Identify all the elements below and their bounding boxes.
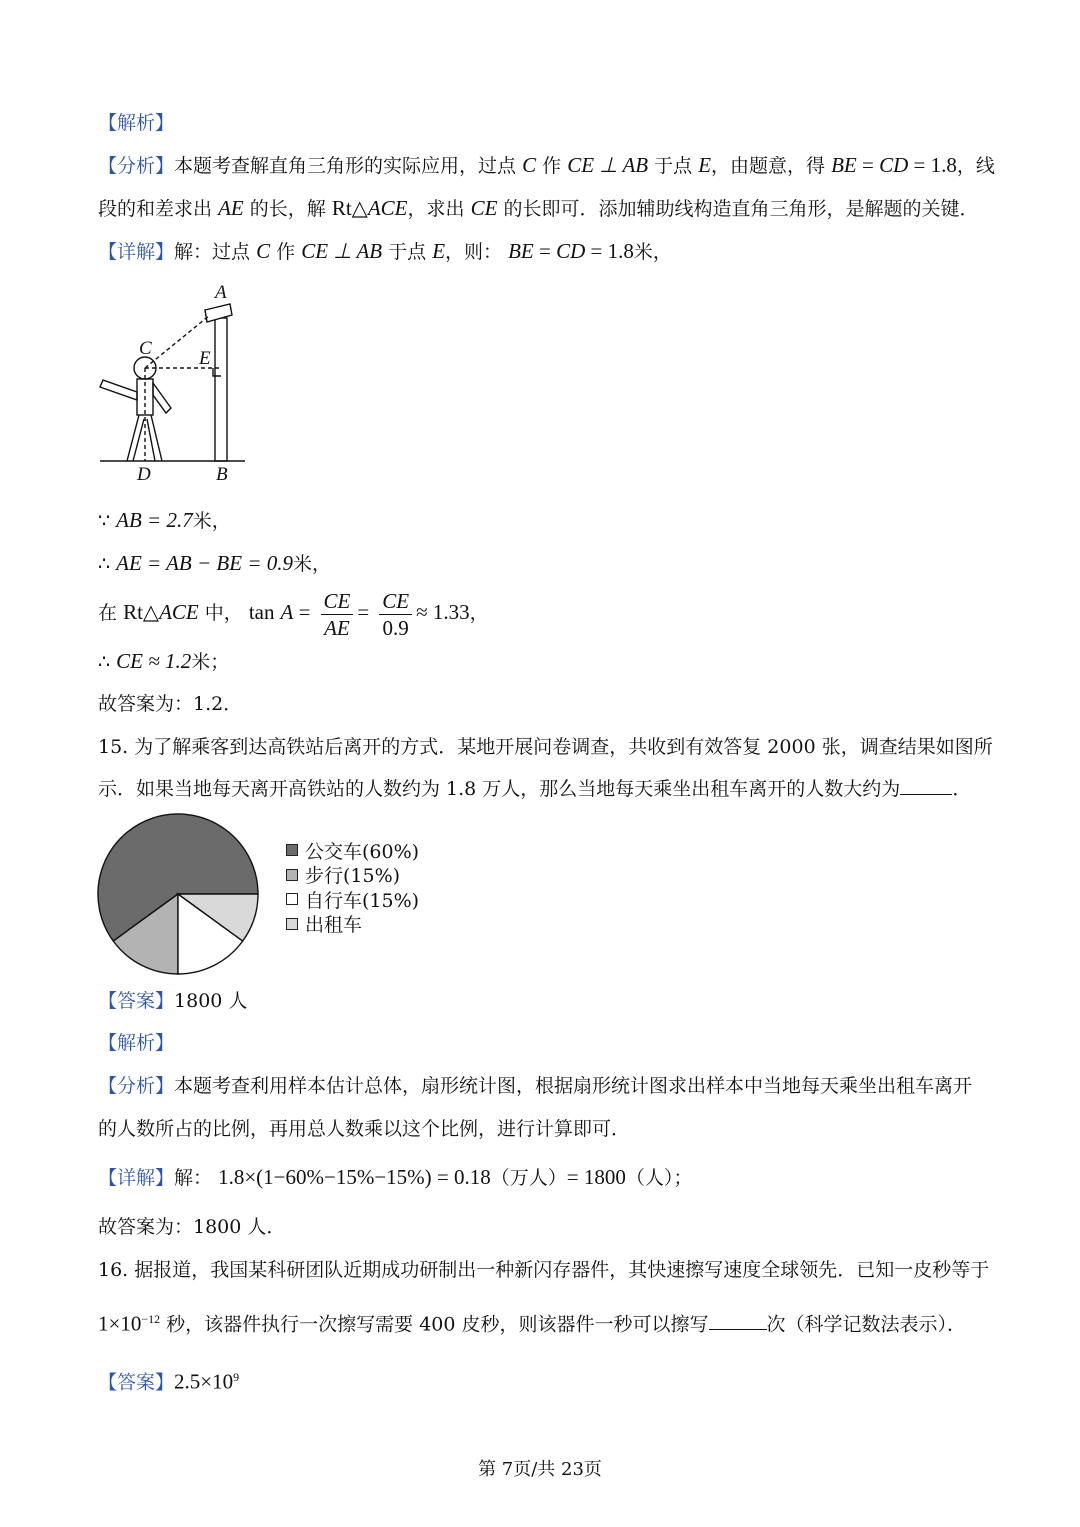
q15-fenxi-line1 (98, 1073, 972, 1099)
q15-question-text: ． (952, 778, 972, 800)
right-angle-mark (213, 368, 221, 376)
q14-fenxi-text: 本题考查解直角三角形的实际应用，过点 (174, 155, 517, 177)
page-footer: 第 7页/共 23页 (478, 1459, 602, 1480)
person-leg (133, 419, 144, 461)
q14-step4 (98, 648, 229, 675)
q14-fenxi-text: 作 (542, 155, 562, 177)
fenxi-tag: 【分析】 (98, 1075, 175, 1097)
pole (215, 318, 227, 461)
person-leg (127, 415, 139, 461)
analysis-tag: 【解析】 (98, 112, 175, 134)
q15-fenxi-text: 本题考查利用样本估计总体，扇形统计图，根据扇形统计图求出样本中当地每天乘坐出租车离开 (174, 1075, 973, 1097)
detail-tag: 【详解】 (98, 1167, 175, 1189)
q14-ce-value: CE ≈ 1.2 (116, 649, 192, 673)
q16-answer-exponent: 9 (233, 1370, 240, 1384)
q15-detail-text: 解： (174, 1167, 213, 1189)
q16-question-text: 次（科学记数法表示）． (766, 1313, 967, 1336)
q16-answer (98, 1364, 239, 1395)
q14-final: 故答案为：1.2． (98, 693, 243, 715)
q15-question-line2 (98, 776, 971, 802)
q15-formula: 1.8×(1−60%−15%−15%) = 0.18 (218, 1165, 491, 1189)
label-e: E (199, 348, 211, 369)
q14-ae-value: AE = AB − BE = 0.9 (116, 551, 293, 575)
fraction-ce-09 (379, 588, 412, 641)
q14-fenxi-text: 于点 (654, 155, 693, 177)
label-d: D (137, 464, 151, 485)
sign-board (205, 304, 232, 322)
answer-tag: 【答案】 (98, 1371, 175, 1394)
q14-fenxi-text: ，线 (956, 155, 995, 177)
q14-approx: ≈ 1.33 (416, 600, 470, 624)
legend-swatch (286, 918, 298, 930)
fenxi-tag: 【分析】 (98, 155, 175, 177)
q15-detail-text: （人）； (625, 1167, 693, 1189)
q14-fenxi-text: 的长即可．添加辅助线构造直角三角形，是解题的关键． (503, 198, 979, 220)
legend-swatch (286, 869, 298, 881)
fraction-denominator: AE (324, 615, 350, 640)
therefore-symbol: ∴ (98, 651, 111, 673)
q15-question-line1: 15. 为了解乘客到达高铁站后离开的方式．某地开展问卷调查，共收到有效答复 2000 张，调查结果如图所 (98, 736, 993, 758)
q16-question-line1: 16. 据报道，我国某科研团队近期成功研制出一种新闪存器件，其快速擦写速度全球领先．已知一皮秒等于 (98, 1259, 990, 1281)
q16-question-text: 秒，该器件执行一次擦写需要 400 皮秒，则该器件一秒可以擦写 (160, 1313, 709, 1336)
rt-symbol: Rt△ (123, 600, 160, 624)
q15-question-text: 示．如果当地每天离开高铁站的人数约为 1.8 万人，那么当地每天乘坐出租车离开的人数大约为 (98, 778, 901, 800)
label-a: A (215, 282, 227, 303)
legend-label: 出租车 (305, 914, 363, 937)
answer-blank (709, 1311, 767, 1330)
q14-unit: 米； (191, 651, 230, 673)
q14-unit: 米， (192, 510, 231, 532)
detail-tag: 【详解】 (98, 241, 175, 263)
q14-step1 (98, 507, 231, 534)
q15-answer (98, 988, 247, 1014)
q14-detail-text: ，则： (445, 241, 503, 263)
fraction-numerator: CE (321, 588, 354, 615)
tan-text: tan (248, 600, 275, 624)
q15-fenxi-line2: 的人数所占的比例，再用总人数乘以这个比例，进行计算即可． (98, 1118, 631, 1140)
legend-swatch (286, 844, 298, 856)
person-left-arm (100, 380, 137, 400)
q14-detail-line: 【详解】解：过点 C 作 CE ⊥ AB 于点 E，则： BE = CD = 1.8米， (98, 239, 672, 263)
legend-item-bike (286, 887, 419, 912)
q15-answer-value: 1800 人 (174, 990, 248, 1012)
answer-tag: 【答案】 (98, 990, 175, 1012)
answer-blank (900, 776, 952, 795)
q14-detail-text: 作 (276, 241, 296, 263)
q15-formula: = 1800 (566, 1165, 626, 1189)
person-right-arm (153, 383, 171, 413)
q14-fenxi-text: 段的和差求出 (98, 198, 213, 220)
q14-fenxi-line2: 段的和差求出 AE 的长，解 Rt△ACE，求出 CE 的长即可．添加辅助线构造直角三角形，是解题的关键． (98, 196, 979, 220)
q14-text: 在 (98, 602, 118, 624)
q15-final: 故答案为：1800 人． (98, 1216, 286, 1238)
q14-detail-text: 解：过点 (174, 241, 251, 263)
since-symbol: ∵ (98, 510, 111, 532)
legend-item-bus (286, 838, 419, 863)
legend-label: 公交车(60%) (305, 840, 420, 863)
q14-fenxi-line1: 【分析】本题考查解直角三角形的实际应用，过点 C 作 CE ⊥ AB 于点 E，由题意，得 BE = CD = 1.8，线 (98, 153, 995, 177)
q14-figure (95, 280, 265, 485)
q14-step3: 在 Rt△ACE 中， tan A = $\frac{CE}{AE}$ = $\frac{CE}{0.9}$ ≈ 1.33， (98, 588, 489, 640)
fraction-denominator: 0.9 (382, 615, 409, 640)
q16-number: 1×10 (98, 1311, 142, 1336)
q16-exponent: −12 (141, 1312, 161, 1326)
q14-ab-value: AB = 2.7 (116, 508, 193, 532)
legend-label: 自行车(15%) (305, 889, 420, 912)
q14-detail-text: 米， (633, 241, 672, 263)
pie-legend (286, 838, 419, 936)
q16-answer-value: 2.5×10 (174, 1369, 234, 1394)
q14-fenxi-text: ，求出 (407, 198, 465, 220)
q15-detail-text: （万人） (490, 1167, 567, 1189)
q15-detail (98, 1164, 692, 1191)
fraction-ce-ae (321, 588, 354, 641)
legend-label: 步行(15%) (305, 865, 401, 888)
legend-item-taxi (286, 912, 419, 937)
q14-unit: 米， (293, 553, 332, 575)
analysis-tag: 【解析】 (98, 1032, 175, 1054)
label-b: B (216, 464, 228, 485)
q16-question-line2 (98, 1306, 966, 1337)
label-c: C (139, 338, 152, 359)
therefore-symbol: ∴ (98, 553, 111, 575)
q14-step2 (98, 550, 331, 577)
legend-item-walk (286, 863, 419, 888)
q14-detail-text: 于点 (388, 241, 427, 263)
q14-text: 中， (204, 602, 243, 624)
legend-swatch (286, 893, 298, 905)
fraction-numerator: CE (379, 588, 412, 615)
person-leg (151, 415, 162, 461)
pie-chart (96, 812, 260, 976)
q14-fenxi-text: 的长，解 (249, 198, 326, 220)
q14-fenxi-text: ，由题意，得 (711, 155, 826, 177)
